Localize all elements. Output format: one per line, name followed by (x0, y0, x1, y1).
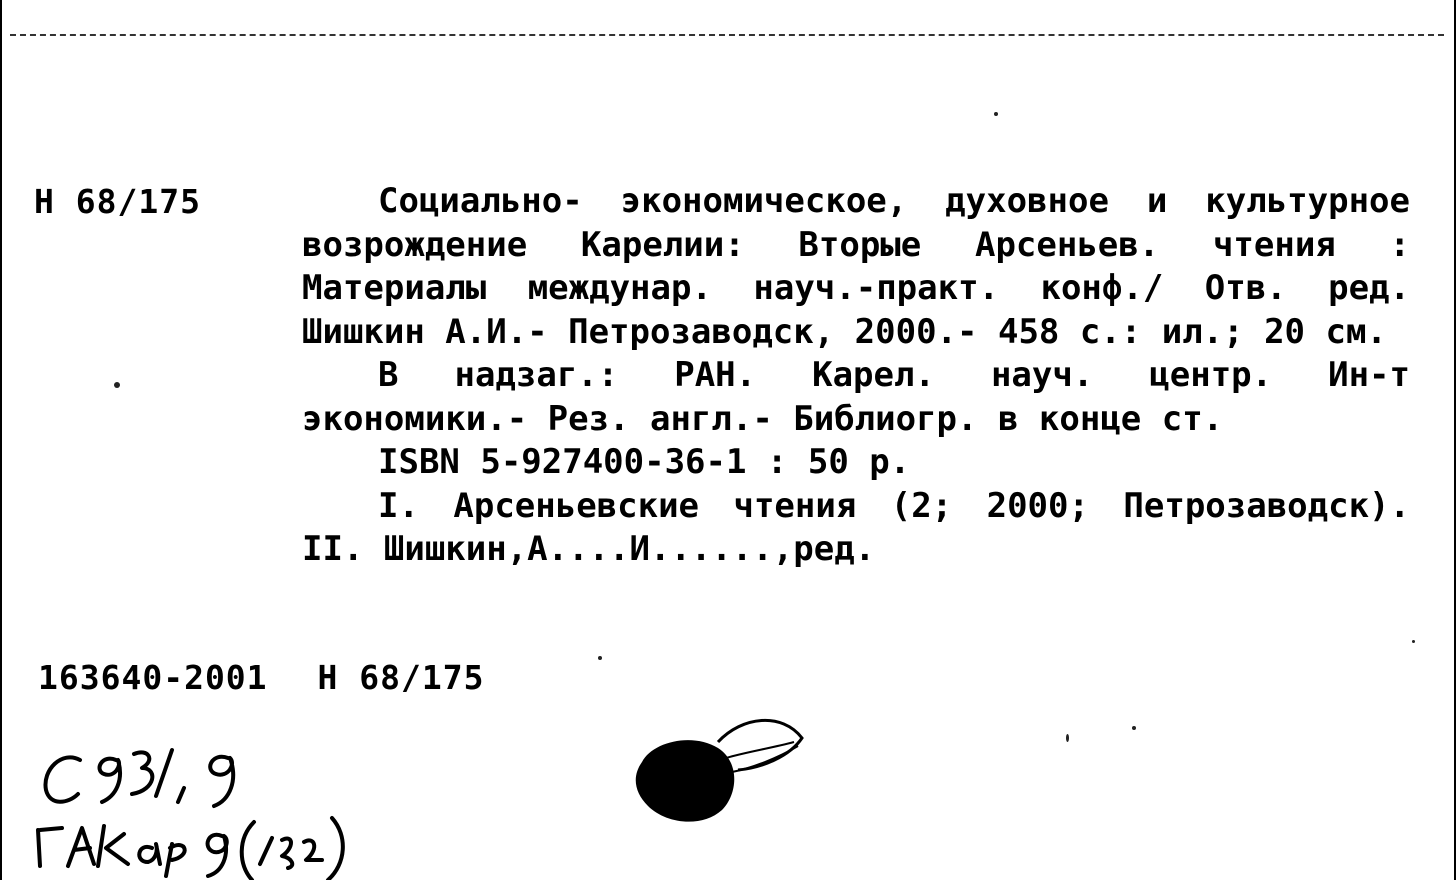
title-paragraph: Социально- экономическое, духовное и культурное возрождение Карелии: Вторые Арсеньев. чтения : Материалы междунар. науч.-практ. конф./ Отв. ред. Шишкин А.И.- Петрозаводск, 2000.- 458 с.: ил.; 20 см. (302, 181, 1410, 352)
isbn-paragraph: ISBN 5-927400-36-1 : 50 р. (378, 442, 911, 482)
accession-line (38, 658, 485, 697)
scan-speck (114, 382, 120, 388)
top-border-line (10, 34, 1444, 36)
tracings-paragraph: I. Арсеньевские чтения (2; 2000; Петрозаводск). II. Шишкин,А....И......,ред. (302, 485, 1410, 569)
handwritten-notes (32, 730, 372, 880)
accession-number: 163640-2001 (38, 658, 268, 697)
scan-speck (1066, 734, 1069, 742)
call-number: Н 68/175 (34, 182, 201, 221)
call-number-repeat: Н 68/175 (317, 658, 485, 697)
scan-speck (598, 656, 602, 660)
notes-paragraph: В надзаг.: РАН. Карел. науч. центр. Ин-т экономики.- Рез. англ.- Библиогр. в конце ст. (302, 355, 1410, 439)
bibliographic-entry (302, 180, 1410, 572)
scan-speck (1132, 726, 1136, 730)
scan-speck (1412, 640, 1415, 643)
ink-blot (622, 712, 812, 832)
scan-speck (994, 112, 998, 116)
